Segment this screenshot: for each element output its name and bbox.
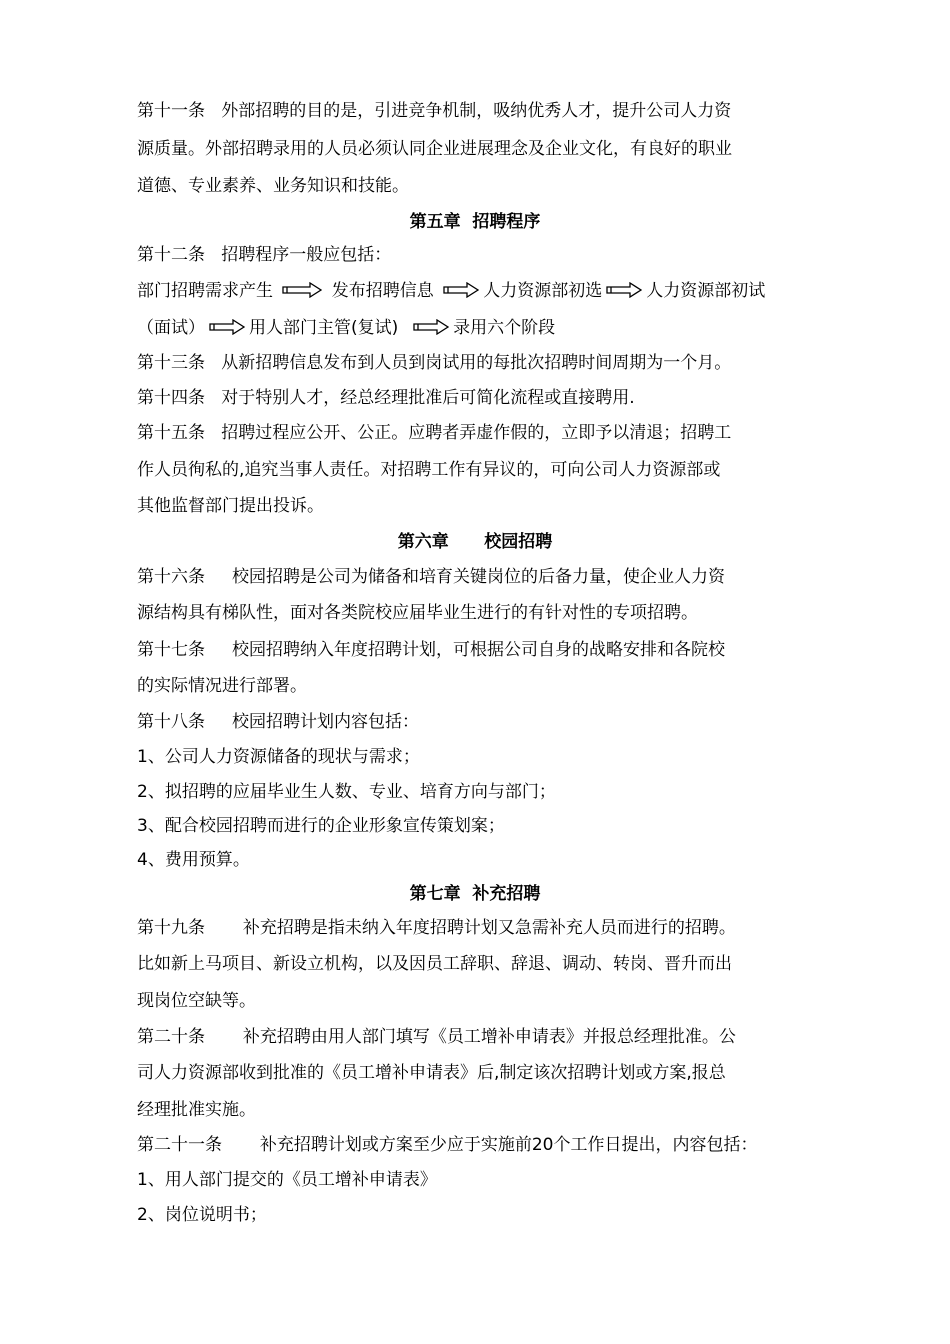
hollow-right-arrow-icon bbox=[209, 319, 245, 335]
chapter-5-heading: 第五章 招聘程序 bbox=[409, 212, 541, 232]
chapter-7-heading: 第七章 补充招聘 bbox=[409, 884, 541, 904]
article-18-item-3: 3、配合校园招聘而进行的企业形象宣传策划案； bbox=[137, 816, 505, 836]
flow-step-7: 录用六个阶段 bbox=[453, 318, 556, 338]
flow-step-2: 发布招聘信息 bbox=[326, 281, 440, 301]
article-18-item-1: 1、公司人力资源储备的现状与需求； bbox=[137, 747, 420, 767]
article-18: 第十八条 校园招聘计划内容包括： bbox=[137, 712, 420, 732]
article-19-line-2: 比如新上马项目、新设立机构，以及因员工辞职、辞退、调动、转岗、晋升而出 bbox=[137, 954, 732, 974]
article-18-item-2: 2、拟招聘的应届毕业生人数、专业、培育方向与部门； bbox=[137, 782, 556, 802]
article-11-line-1: 第十一条 外部招聘的目的是，引进竞争机制，吸纳优秀人才，提升公司人力资 bbox=[137, 101, 732, 121]
article-18-item-4: 4、费用预算。 bbox=[137, 850, 250, 870]
article-17-line-1: 第十七条 校园招聘纳入年度招聘计划，可根据公司自身的战略安排和各院校 bbox=[137, 640, 726, 660]
article-15-line-1: 第十五条 招聘过程应公开、公正。应聘者弄虚作假的，立即予以清退；招聘工 bbox=[137, 423, 732, 443]
article-20-line-3: 经理批准实施。 bbox=[137, 1100, 256, 1120]
article-21-item-2: 2、岗位说明书； bbox=[137, 1205, 267, 1225]
article-16-line-2: 源结构具有梯队性，面对各类院校应届毕业生进行的有针对性的专项招聘。 bbox=[137, 603, 698, 623]
recruitment-flow-line-2 bbox=[137, 318, 555, 338]
article-19-line-1: 第十九条 补充招聘是指未纳入年度招聘计划又急需补充人员而进行的招聘。 bbox=[137, 918, 736, 938]
article-13: 第十三条 从新招聘信息发布到人员到岗试用的每批次招聘时间周期为一个月。 bbox=[137, 353, 732, 373]
hollow-right-arrow-icon bbox=[606, 282, 642, 298]
article-14: 第十四条 对于特别人才，经总经理批准后可简化流程或直接聘用. bbox=[137, 388, 635, 408]
hollow-right-arrow-icon bbox=[282, 282, 322, 298]
article-16-line-1: 第十六条 校园招聘是公司为储备和培育关键岗位的后备力量，使企业人力资 bbox=[137, 567, 726, 587]
article-15-line-3: 其他监督部门提出投诉。 bbox=[137, 496, 324, 516]
article-11-line-3: 道德、专业素养、业务知识和技能。 bbox=[137, 176, 409, 196]
flow-step-4: 人力资源部初试 bbox=[646, 281, 766, 301]
article-21: 第二十一条 补充招聘计划或方案至少应于实施前20个工作日提出，内容包括： bbox=[137, 1135, 758, 1155]
flow-step-6: 用人部门主管(复试) bbox=[249, 318, 410, 338]
article-21-item-1: 1、用人部门提交的《员工增补申请表》 bbox=[137, 1170, 437, 1190]
recruitment-flow-line-1 bbox=[137, 281, 765, 301]
article-17-line-2: 的实际情况进行部署。 bbox=[137, 676, 307, 696]
chapter-6-heading: 第六章 校园招聘 bbox=[397, 532, 553, 552]
article-20-line-2: 司人力资源部收到批准的《员工增补申请表》后,制定该次招聘计划或方案,报总 bbox=[137, 1063, 726, 1083]
article-15-line-2: 作人员徇私的,追究当事人责任。对招聘工作有异议的，可向公司人力资源部或 bbox=[137, 460, 721, 480]
flow-step-3: 人力资源部初选 bbox=[483, 281, 603, 301]
flow-step-5: （面试） bbox=[137, 318, 205, 338]
article-12: 第十二条 招聘程序一般应包括： bbox=[137, 245, 392, 265]
article-19-line-3: 现岗位空缺等。 bbox=[137, 991, 256, 1011]
article-20-line-1: 第二十条 补充招聘由用人部门填写《员工增补申请表》并报总经理批准。公 bbox=[137, 1027, 736, 1047]
flow-step-1: 部门招聘需求产生 bbox=[137, 281, 279, 301]
hollow-right-arrow-icon bbox=[443, 282, 479, 298]
article-11-line-2: 源质量。外部招聘录用的人员必须认同企业进展理念及企业文化，有良好的职业 bbox=[137, 139, 732, 159]
hollow-right-arrow-icon bbox=[413, 319, 449, 335]
